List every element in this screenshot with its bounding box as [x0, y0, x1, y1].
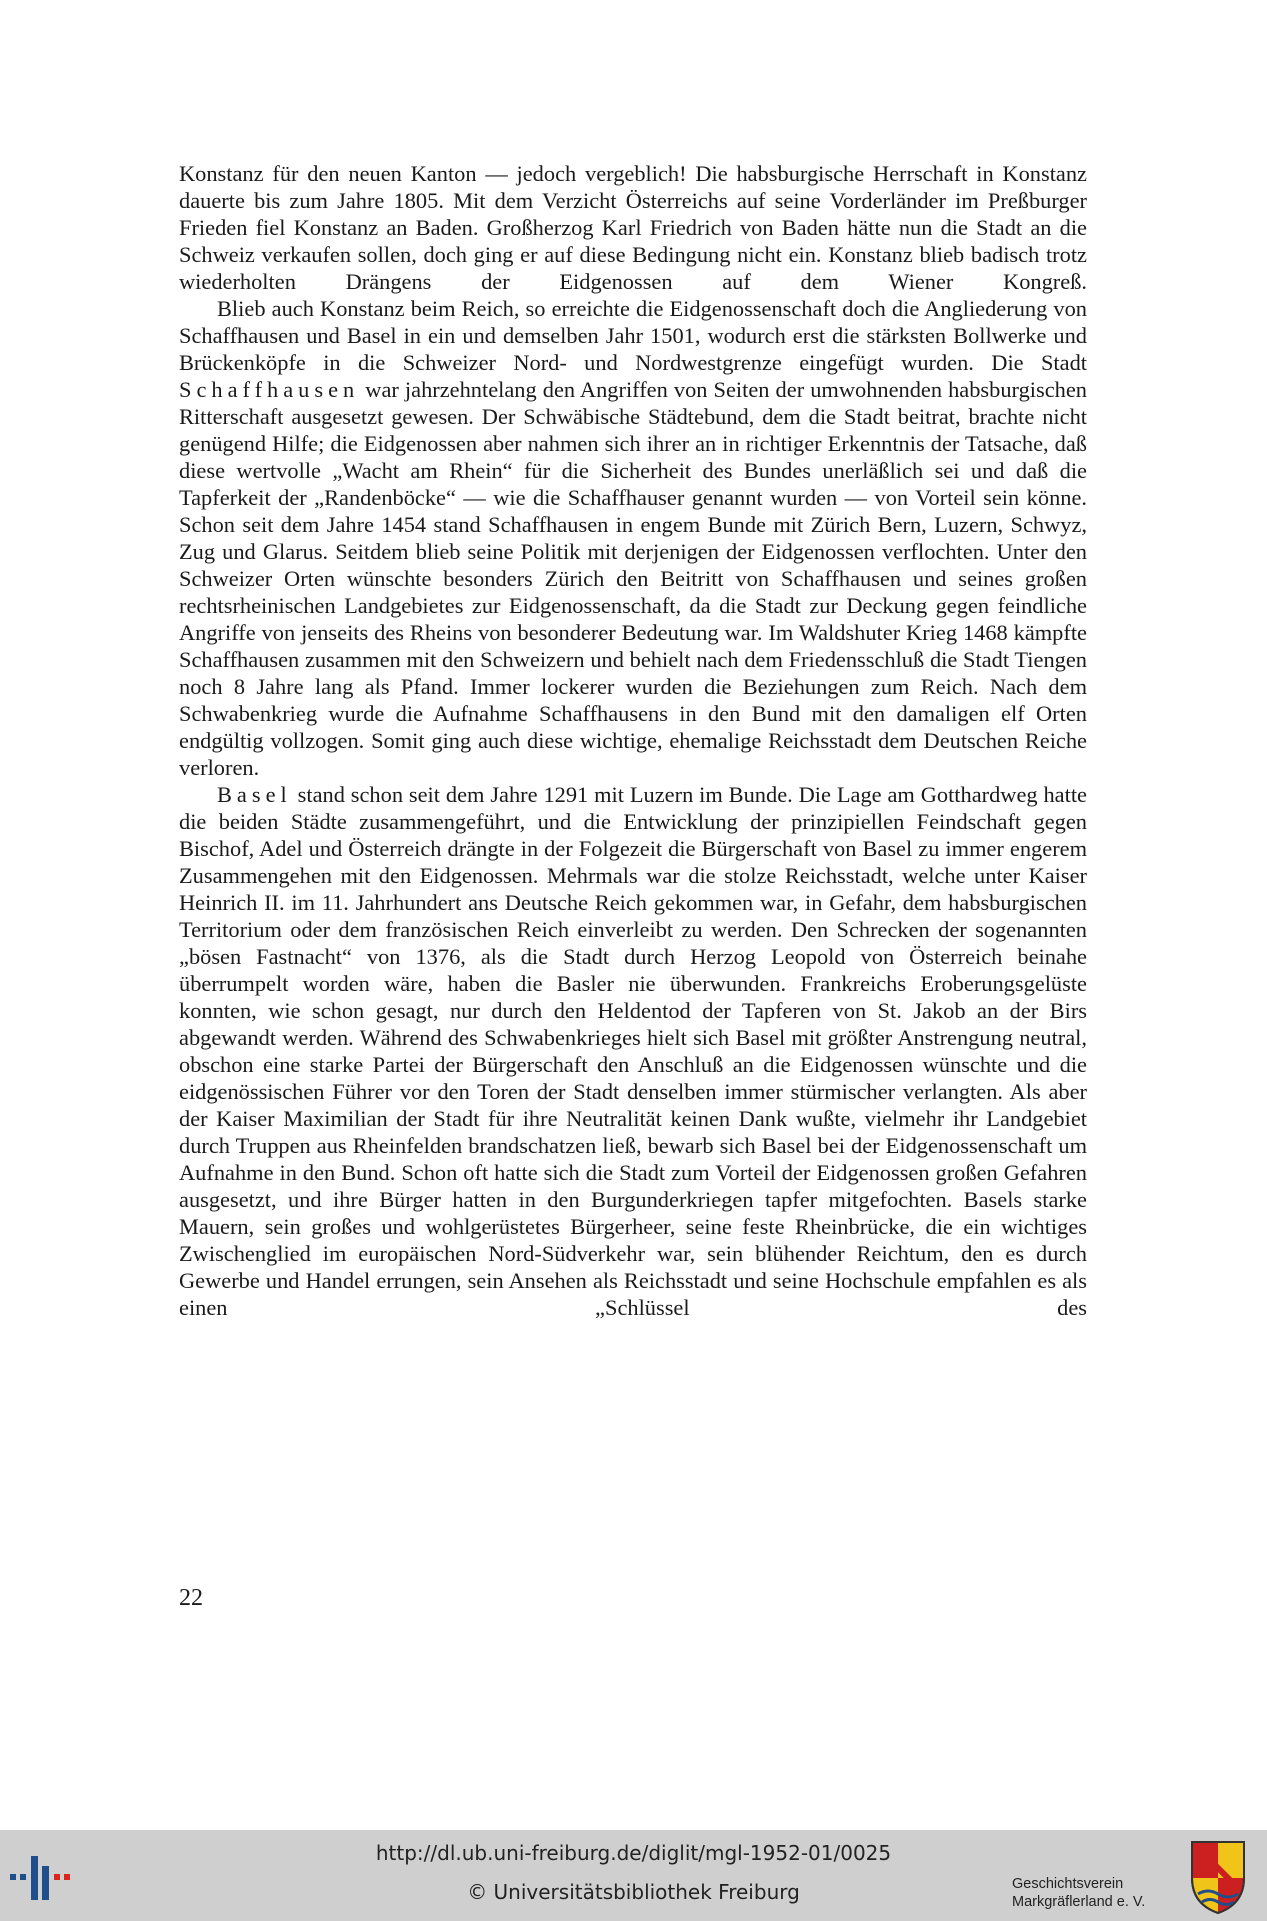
paragraph-text: stand schon seit dem Jahre 1291 mit Luzern im Bunde. Die Lage am Gotthardweg hatte die beiden Städte zusammengeführt, und die Entwicklung der prinzipiellen Feindschaft gegen Bischof, Adel und Österreich drängte in der Folgezeit die Bürgerschaft von Basel zu immer engerem Zusammengehen mit den Eidgenossen. Mehrmals war die stolze Reichsstadt, welche unter Kaiser Heinrich II. im 11. Jahrhundert ans Deutsche Reich gekommen war, in Gefahr, dem habsburgischen Territorium oder dem französischen Reich einverleibt zu werden. Den Schrecken der sogenannten „bösen Fastnacht“ von 1376, als die Stadt durch Herzog Leopold von Österreich beinahe überrumpelt worden wäre, haben die Basler nie überwunden. Frankreichs Eroberungsgelüste konnten, wie schon gesagt, nur durch den Heldentod der Tapferen von St. Jakob an der Birs abgewandt werden. Während des Schwabenkrieges hielt sich Basel mit größter Anstrengung neutral, obschon eine starke Partei der Bürgerschaft den Anschluß an die Eidgenossen wünschte und die eidgenössischen Führer vor den Toren der Stadt denselben immer stürmischer verlangten. Als aber der Kaiser Maximilian der Stadt für ihre Neutralität keinen Dank wußte, vielmehr ihr Landgebiet durch Truppen aus Rheinfelden brandschatzen ließ, bewarb sich Basel bei der Eidgenossenschaft um Aufnahme in den Bund. Schon oft hatte sich die Stadt zum Vorteil der Eidgenossen großen Gefahren ausgesetzt, und ihre Bürger hatten in den Burgunderkriegen tapfer mitgefochten. Basels starke Mauern, sein großes und wohlgerüstetes Bürgerheer, seine feste Rheinbrücke, die ein wichtiges Zwischenglied im europäischen Nord-Südverkehr war, sein blühender Reichtum, den es durch Gewerbe und Handel errungen, sein Ansehen als Reichsstadt und seine Hochschule empfahlen es als einen „Schlüssel des	[179, 782, 1087, 1320]
spaced-name-schaffhausen: Schaffhausen	[179, 377, 360, 402]
copyright-notice: © Universitätsbibliothek Freiburg	[467, 1880, 800, 1904]
page-body-text	[179, 160, 1087, 1321]
society-name	[1012, 1875, 1182, 1911]
paragraph-schaffhausen	[179, 295, 1087, 781]
page-number: 22	[179, 1585, 203, 1611]
paragraph-konstanz: Konstanz für den neuen Kanton — jedoch vergeblich! Die habsburgische Herrschaft in Konstanz dauerte bis zum Jahre 1805. Mit dem Verzicht Österreichs auf seine Vorderländer im Preßburger Frieden fiel Konstanz an Baden. Großherzog Karl Friedrich von Baden hätte nun die Stadt an die Schweiz verkaufen sollen, doch ging er auf diese Bedingung nicht ein. Konstanz blieb badisch trotz wiederholten Drängens der Eidgenossen auf dem Wiener Kongreß.	[179, 161, 1087, 294]
society-name-line2: Markgräflerland e. V.	[1012, 1894, 1146, 1910]
paragraph-basel	[179, 781, 1087, 1321]
spaced-name-basel: Basel	[217, 782, 292, 807]
paragraph-text: Blieb auch Konstanz beim Reich, so erreichte die Eidgenossenschaft doch die Angliederung von Schaffhausen und Basel in ein und demselben Jahr 1501, wodurch erst die stärksten Bollwerke und Brückenköpfe in die Schweizer Nord- und Nordwestgrenze eingefügt wurden. Die Stadt	[179, 296, 1087, 375]
permalink-url[interactable]: http://dl.ub.uni-freiburg.de/diglit/mgl-1952-01/0025	[375, 1841, 892, 1865]
paragraph-text: war jahrzehntelang den Angriffen von Seiten der umwohnenden habsburgischen Ritterschaft ausgesetzt gewesen. Der Schwäbische Städtebund, dem die Stadt beitrat, brachte nicht genügend Hilfe; die Eidgenossen aber nahmen sich ihrer an in richtiger Erkenntnis der Tatsache, daß diese wertvolle „Wacht am Rhein“ für die Sicherheit des Bundes unerläßlich sei und daß die Tapferkeit der „Randenböcke“ — wie die Schaffhauser genannt wurden — von Vorteil sein könne. Schon seit dem Jahre 1454 stand Schaffhausen in engem Bunde mit Zürich Bern, Luzern, Schwyz, Zug und Glarus. Seitdem blieb seine Politik mit derjenigen der Eidgenossen verflochten. Unter den Schweizer Orten wünschte besonders Zürich den Beitritt von Schaffhausen und seines großen rechtsrheinischen Landgebietes zur Eidgenossenschaft, da die Stadt zur Deckung gegen feindliche Angriffe von jenseits des Rheins von besonderer Bedeutung war. Im Waldshuter Krieg 1468 kämpfte Schaffhausen zusammen mit den Schweizern und behielt nach dem Friedensschluß die Stadt Tiengen noch 8 Jahre lang als Pfand. Immer lockerer wurden die Beziehungen zum Reich. Nach dem Schwabenkrieg wurde die Aufnahme Schaffhausens in den Bund mit den damaligen elf Orten endgültig vollzogen. Somit ging auch diese wichtige, ehemalige Reichsstadt dem Deutschen Reiche verloren.	[179, 377, 1087, 780]
society-name-line1: Geschichtsverein	[1012, 1876, 1124, 1892]
coat-of-arms-icon	[1188, 1838, 1248, 1916]
viewer-footer	[0, 1830, 1267, 1921]
library-logo-icon[interactable]	[6, 1852, 78, 1902]
